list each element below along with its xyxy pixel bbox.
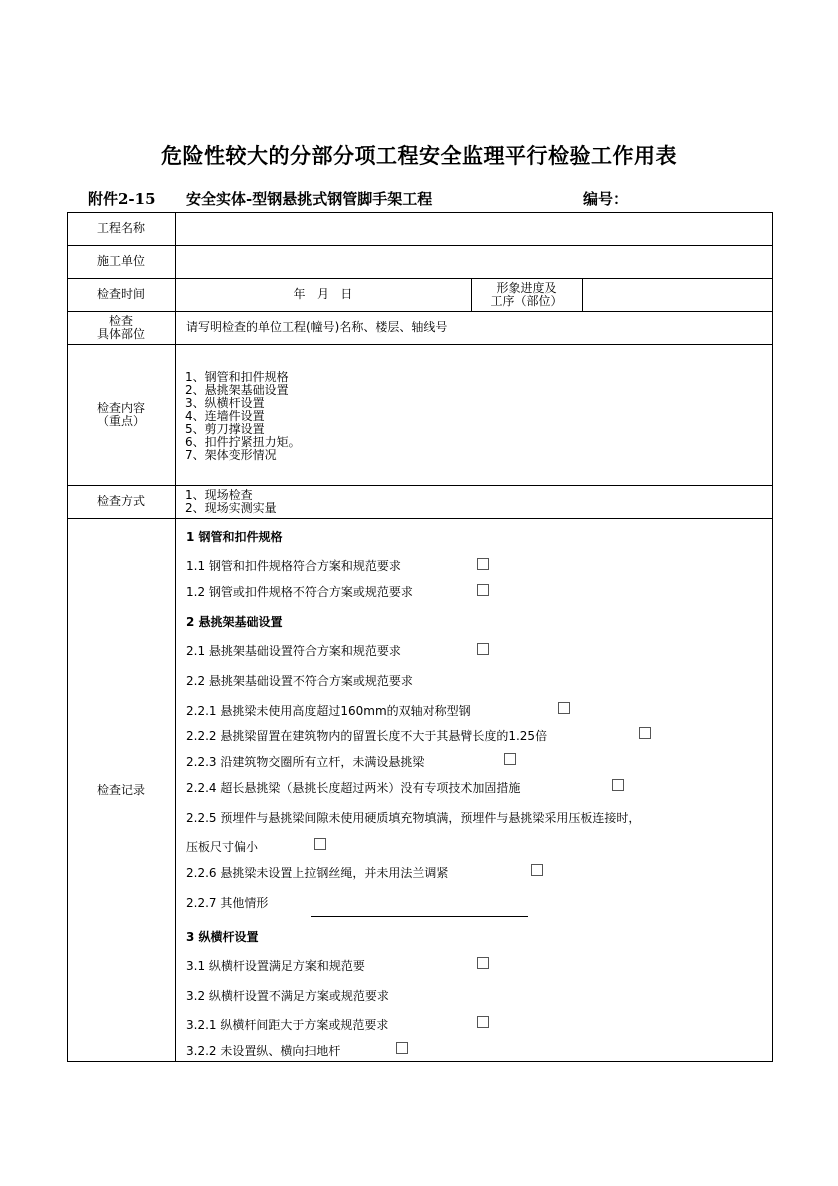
form-subject: 安全实体-型钢悬挑式钢管脚手架工程 bbox=[186, 190, 433, 208]
record-item: 1.2 钢管或扣件规格不符合方案或规范要求 bbox=[186, 585, 413, 599]
checkbox[interactable] bbox=[477, 1016, 489, 1028]
checkbox[interactable] bbox=[639, 727, 651, 739]
record-item: 3.2.2 未设置纵、横向扫地杆 bbox=[186, 1044, 341, 1058]
form-number-label: 编号： bbox=[583, 190, 629, 208]
checkbox[interactable] bbox=[396, 1042, 408, 1054]
content-item: 3、纵横杆设置 bbox=[185, 396, 265, 410]
record-label: 检查记录 bbox=[96, 782, 145, 797]
content-label-line2: （重点） bbox=[96, 413, 145, 428]
content-item: 7、架体变形情况 bbox=[185, 448, 277, 462]
method-label: 检查方式 bbox=[96, 494, 145, 508]
contractor-label: 施工单位 bbox=[96, 254, 145, 268]
record-item: 2.2.5 预埋件与悬挑梁间隙未使用硬质填充物填满，预埋件与悬挑梁采用压板连接时， bbox=[186, 811, 641, 825]
location-label-line1: 检查 bbox=[108, 313, 133, 328]
project-name-label: 工程名称 bbox=[96, 221, 145, 235]
record-item: 2.1 悬挑架基础设置符合方案和规范要求 bbox=[186, 644, 401, 658]
record-item: 2.2.4 超长悬挑梁（悬挑长度超过两米）没有专项技术加固措施 bbox=[186, 781, 521, 795]
method-item: 2、现场实测实量 bbox=[185, 501, 277, 515]
checkbox[interactable] bbox=[477, 584, 489, 596]
method-item: 1、现场检查 bbox=[185, 488, 253, 502]
content-item: 2、悬挑架基础设置 bbox=[185, 383, 289, 397]
record-heading: 2 悬挑架基础设置 bbox=[186, 615, 283, 629]
record-item: 2.2.3 沿建筑物交圈所有立杆，未满设悬挑梁 bbox=[186, 755, 425, 769]
content-item: 1、钢管和扣件规格 bbox=[185, 370, 289, 384]
content-item: 4、连墙件设置 bbox=[185, 409, 265, 423]
content-item: 6、扣件拧紧扭力矩。 bbox=[185, 435, 301, 449]
method-list bbox=[185, 489, 277, 515]
location-label bbox=[67, 311, 175, 344]
column-divider bbox=[582, 278, 583, 311]
record-item: 1.1 钢管和扣件规格符合方案和规范要求 bbox=[186, 559, 401, 573]
progress-label-line2: 工序（部位） bbox=[490, 293, 563, 308]
progress-label bbox=[471, 279, 582, 310]
record-heading: 1 钢管和扣件规格 bbox=[186, 530, 283, 544]
checkbox[interactable] bbox=[531, 864, 543, 876]
record-item: 2.2.7 其他情形 bbox=[186, 896, 269, 910]
record-item: 2.2.2 悬挑梁留置在建筑物内的留置长度不大于其悬臂长度的1.25倍 bbox=[186, 729, 548, 743]
checkbox[interactable] bbox=[504, 753, 516, 765]
content-item: 5、剪刀撑设置 bbox=[185, 422, 265, 436]
record-item: 2.2.6 悬挑梁未设置上拉钢丝绳，并未用法兰调紧 bbox=[186, 866, 449, 880]
page-title: 危险性较大的分部分项工程安全监理平行检验工作用表 bbox=[161, 143, 677, 168]
checkbox[interactable] bbox=[558, 702, 570, 714]
checkbox[interactable] bbox=[477, 957, 489, 969]
content-list bbox=[185, 371, 301, 462]
inspect-date-field[interactable]: 年 月 日 bbox=[293, 287, 353, 301]
content-label bbox=[67, 344, 175, 485]
checkbox[interactable] bbox=[612, 779, 624, 791]
other-situation-blank[interactable] bbox=[311, 916, 528, 917]
content-label-line1: 检查内容 bbox=[96, 400, 145, 415]
location-label-line2: 具体部位 bbox=[96, 326, 145, 341]
progress-label-line1: 形象进度及 bbox=[496, 280, 557, 295]
record-item: 2.2.1 悬挑梁未使用高度超过160mm的双轴对称型钢 bbox=[186, 704, 471, 718]
annex-number: 附件2-15 bbox=[88, 190, 156, 208]
record-heading: 3 纵横杆设置 bbox=[186, 930, 259, 944]
record-item: 3.2.1 纵横杆间距大于方案或规范要求 bbox=[186, 1018, 389, 1032]
checkbox[interactable] bbox=[314, 838, 326, 850]
record-item: 压板尺寸偏小 bbox=[186, 840, 259, 854]
checkbox[interactable] bbox=[477, 558, 489, 570]
column-divider bbox=[175, 212, 176, 1062]
record-item: 2.2 悬挑架基础设置不符合方案或规范要求 bbox=[186, 674, 413, 688]
inspect-time-label: 检查时间 bbox=[96, 287, 145, 301]
location-hint[interactable]: 请写明检查的单位工程(幢号)名称、楼层、轴线号 bbox=[186, 320, 448, 334]
checkbox[interactable] bbox=[477, 643, 489, 655]
record-item: 3.2 纵横杆设置不满足方案或规范要求 bbox=[186, 989, 389, 1003]
record-item: 3.1 纵横杆设置满足方案和规范要 bbox=[186, 959, 365, 973]
